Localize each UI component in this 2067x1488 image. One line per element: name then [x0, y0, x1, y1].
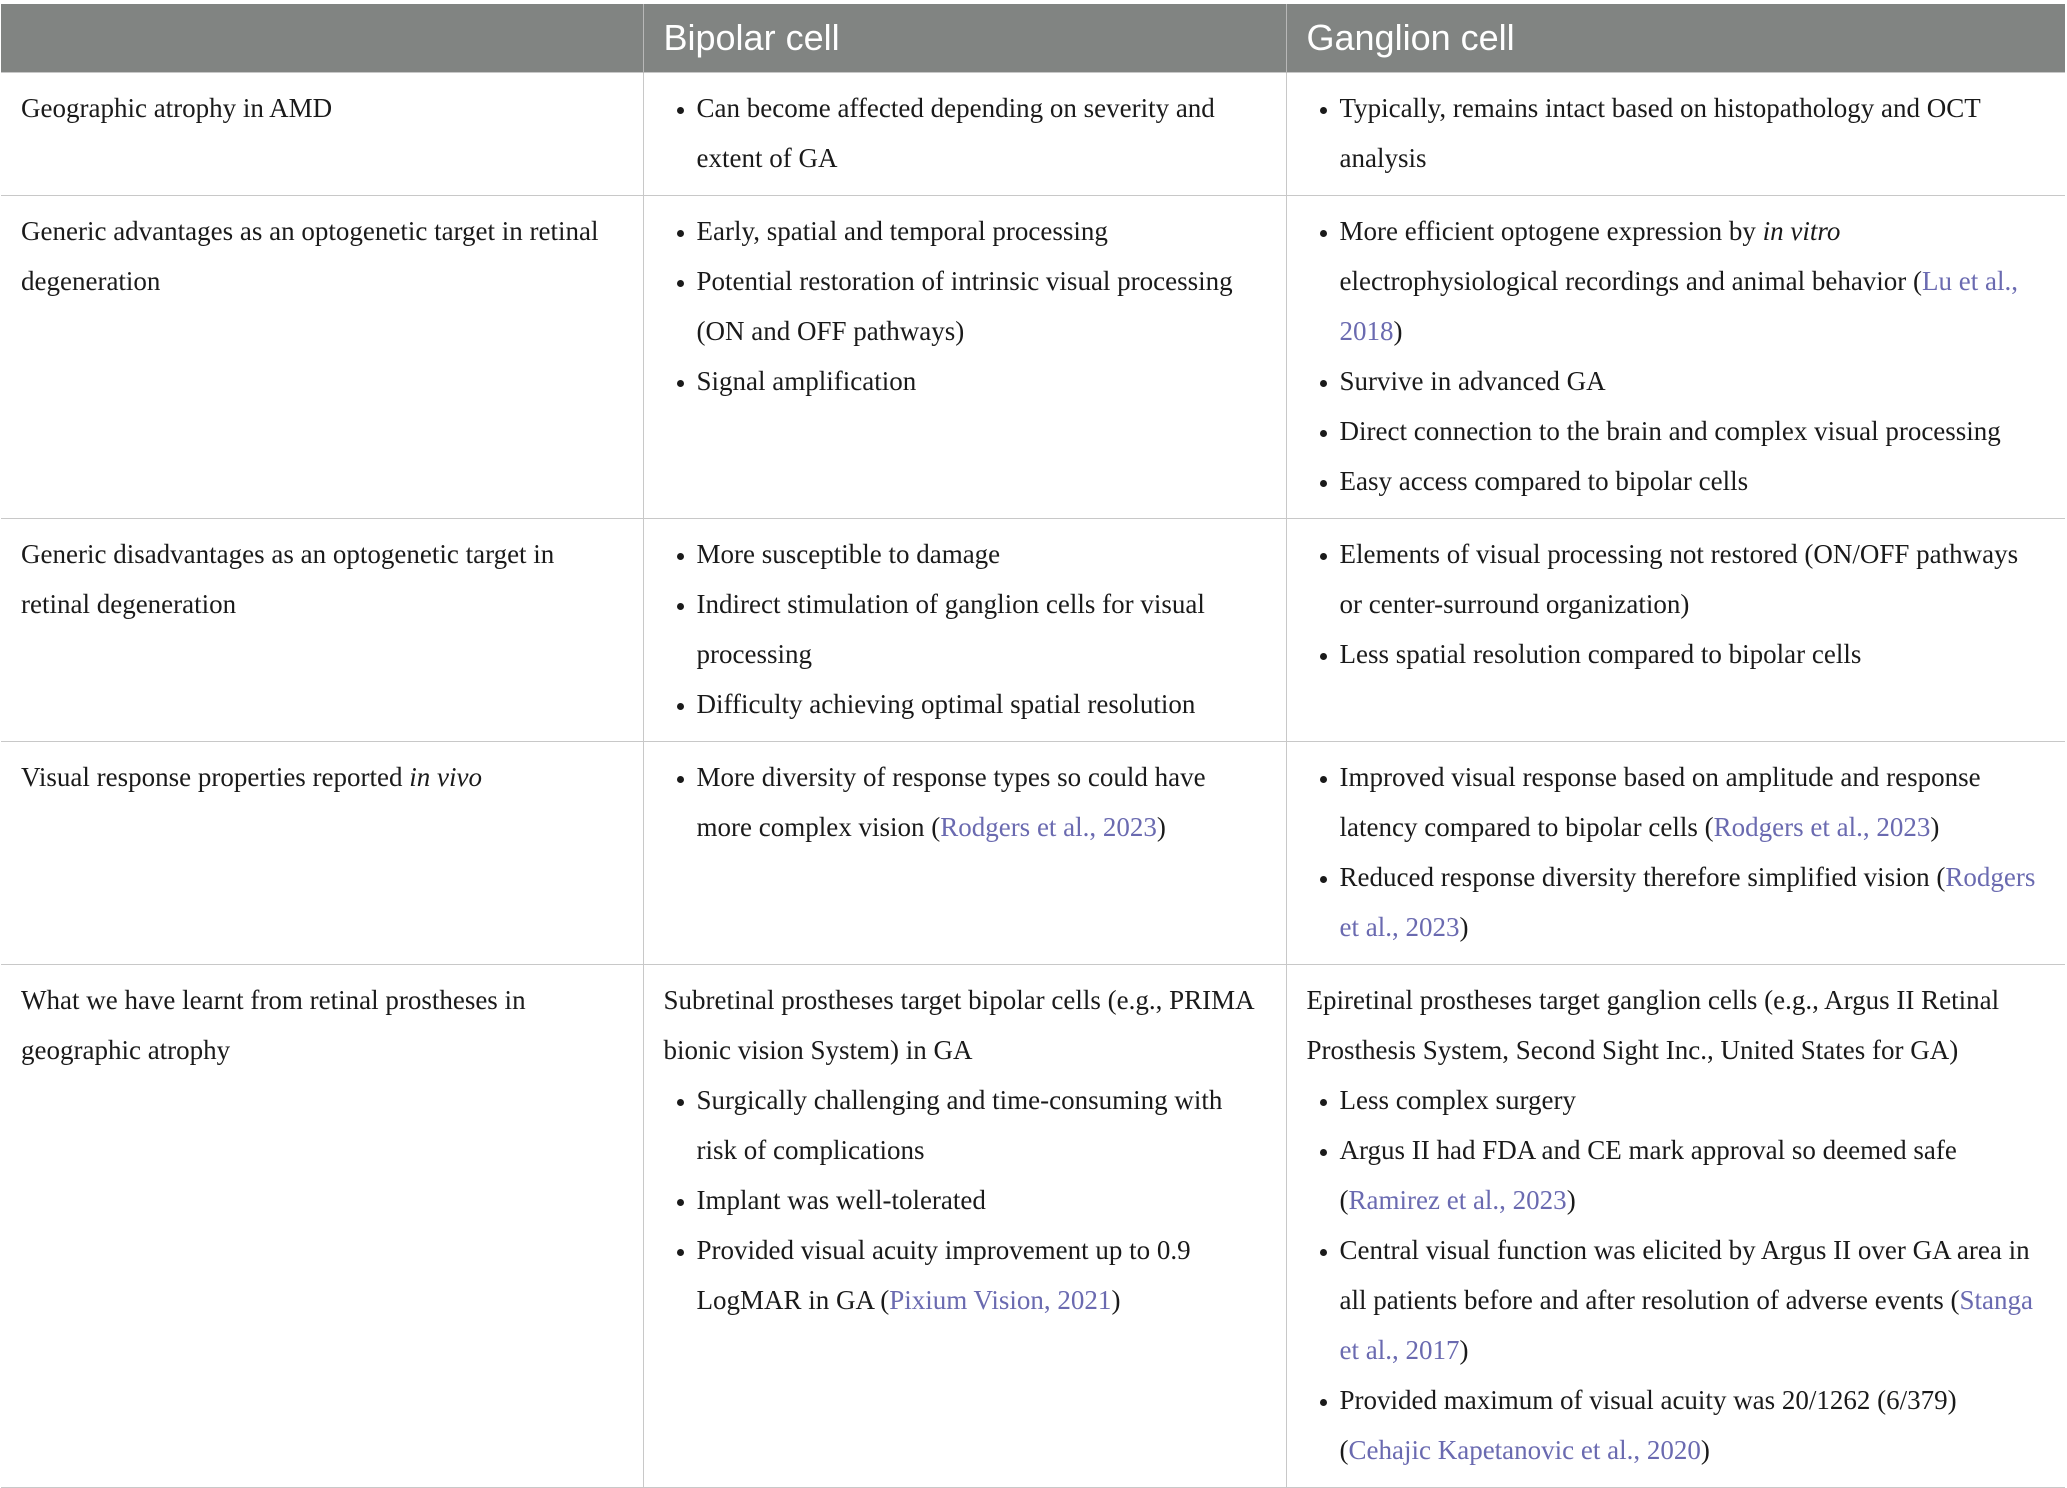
ganglion-cell: [1286, 742, 2065, 965]
bullet-text: Reduced response diversity therefore simplified vision (: [1339, 862, 1946, 892]
bullet-item: • Less complex surgery: [1340, 1075, 2046, 1125]
bipolar-cell: [643, 519, 1286, 742]
italic-text: in vitro: [1762, 216, 1841, 246]
comparison-table: [1, 4, 2065, 1488]
bullet-item: • Surgically challenging and time-consuming with risk of complications: [697, 1075, 1266, 1175]
bullet-text: ): [1459, 912, 1469, 942]
header-cell-ganglion: Ganglion cell: [1286, 4, 2065, 73]
bullet-text: More diversity of response types so could have more complex vision (: [696, 762, 1206, 842]
bullet-text: ): [1459, 1335, 1469, 1365]
bullet-list: [664, 1075, 1266, 1325]
citation-link[interactable]: Cehajic Kapetanovic et al., 2020: [1348, 1435, 1701, 1465]
bullet-text: Provided maximum of visual acuity was 20/1262 (6/379) (: [1339, 1385, 1957, 1465]
citation-link[interactable]: Rodgers et al., 2023: [1339, 862, 2036, 942]
table-body: [1, 73, 2065, 1488]
bullet-item: [697, 1225, 1266, 1325]
bullet-text: Argus II had FDA and CE mark approval so deemed safe (: [1339, 1135, 1957, 1215]
bullet-item: [1340, 752, 2046, 852]
bullet-list: [664, 529, 1266, 729]
bullet-item: [1340, 1225, 2046, 1375]
header-row: [1, 4, 2065, 73]
ganglion-cell: [1286, 196, 2065, 519]
citation-link[interactable]: Rodgers et al., 2023: [940, 812, 1157, 842]
ganglion-cell: [1286, 519, 2065, 742]
bullet-text: ): [1700, 1435, 1710, 1465]
bullet-list: [664, 83, 1266, 183]
bullet-item: • Direct connection to the brain and complex visual processing: [1340, 406, 2046, 456]
bullet-item: • Implant was well-tolerated: [697, 1175, 1266, 1225]
bullet-item: • Survive in advanced GA: [1340, 356, 2046, 406]
citation-link[interactable]: Rodgers et al., 2023: [1713, 812, 1931, 842]
bullet-list: [664, 752, 1266, 852]
bipolar-cell: [643, 196, 1286, 519]
bullet-list: [1307, 206, 2046, 506]
bullet-text: ): [1566, 1185, 1576, 1215]
bipolar-cell: [643, 73, 1286, 196]
bullet-list: [1307, 752, 2046, 952]
table-row: [1, 519, 2065, 742]
bullet-text: ): [1930, 812, 1940, 842]
comparison-table-wrapper: [1, 4, 2065, 1488]
citation-link[interactable]: Pixium Vision, 2021: [889, 1285, 1112, 1315]
bullet-item: • Signal amplification: [697, 356, 1266, 406]
row-label: What we have learnt from retinal prostheses in geographic atrophy: [1, 965, 643, 1488]
bullet-text: ): [1111, 1285, 1121, 1315]
row-label: Generic advantages as an optogenetic target in retinal degeneration: [1, 196, 643, 519]
header-cell-bipolar: Bipolar cell: [643, 4, 1286, 73]
cell-intro-text: Subretinal prostheses target bipolar cells (e.g., PRIMA bionic vision System) in GA: [663, 985, 1254, 1065]
bullet-item: [1340, 1375, 2046, 1475]
bullet-item: • Early, spatial and temporal processing: [697, 206, 1266, 256]
cell-intro-text: Epiretinal prostheses target ganglion cells (e.g., Argus II Retinal Prosthesis System, Second Sight Inc., United States for GA): [1306, 985, 2000, 1065]
bullet-item: [697, 752, 1266, 852]
bullet-list: [1307, 1075, 2046, 1475]
table-row: [1, 73, 2065, 196]
bullet-list: [1307, 83, 2046, 183]
bullet-item: • Typically, remains intact based on histopathology and OCT analysis: [1340, 83, 2046, 183]
bullet-item: • Elements of visual processing not restored (ON/OFF pathways or center-surround organization): [1340, 529, 2046, 629]
bullet-text: electrophysiological recordings and animal behavior (: [1339, 266, 1923, 296]
bullet-item: • Difficulty achieving optimal spatial resolution: [697, 679, 1266, 729]
citation-link[interactable]: Ramirez et al., 2023: [1348, 1185, 1567, 1215]
bullet-text: ): [1156, 812, 1166, 842]
row-label: [1, 742, 643, 965]
citation-link[interactable]: Lu et al., 2018: [1339, 266, 2019, 346]
bullet-text: Central visual function was elicited by Argus II over GA area in all patients before and after resolution of adverse events (: [1339, 1235, 2030, 1315]
table-row: [1, 742, 2065, 965]
bullet-item: • Can become affected depending on severity and extent of GA: [697, 83, 1266, 183]
bullet-item: • Less spatial resolution compared to bipolar cells: [1340, 629, 2046, 679]
bullet-item: • More susceptible to damage: [697, 529, 1266, 579]
bullet-item: • Potential restoration of intrinsic visual processing (ON and OFF pathways): [697, 256, 1266, 356]
bullet-text: More efficient optogene expression by: [1339, 216, 1763, 246]
row-label: Geographic atrophy in AMD: [1, 73, 643, 196]
table-row: [1, 196, 2065, 519]
header-cell-empty: [1, 4, 643, 73]
ganglion-cell: [1286, 73, 2065, 196]
ganglion-cell: [1286, 965, 2065, 1488]
bullet-text: Improved visual response based on amplitude and response latency compared to bipolar cells (: [1339, 762, 1981, 842]
bipolar-cell: [643, 965, 1286, 1488]
bullet-item: [1340, 1125, 2046, 1225]
citation-link[interactable]: Stanga et al., 2017: [1339, 1285, 2033, 1365]
bullet-item: • Easy access compared to bipolar cells: [1340, 456, 2046, 506]
row-label: Generic disadvantages as an optogenetic target in retinal degeneration: [1, 519, 643, 742]
table-header: [1, 4, 2065, 73]
row-label-text: Visual response properties reported: [21, 762, 410, 792]
bipolar-cell: [643, 742, 1286, 965]
bullet-item: [1340, 206, 2046, 356]
bullet-item: • Indirect stimulation of ganglion cells for visual processing: [697, 579, 1266, 679]
table-row: [1, 965, 2065, 1488]
bullet-text: Provided visual acuity improvement up to 0.9 LogMAR in GA (: [696, 1235, 1191, 1315]
bullet-text: ): [1393, 316, 1403, 346]
bullet-item: [1340, 852, 2046, 952]
bullet-list: [1307, 529, 2046, 679]
italic-text: in vivo: [409, 762, 482, 792]
bullet-list: [664, 206, 1266, 406]
